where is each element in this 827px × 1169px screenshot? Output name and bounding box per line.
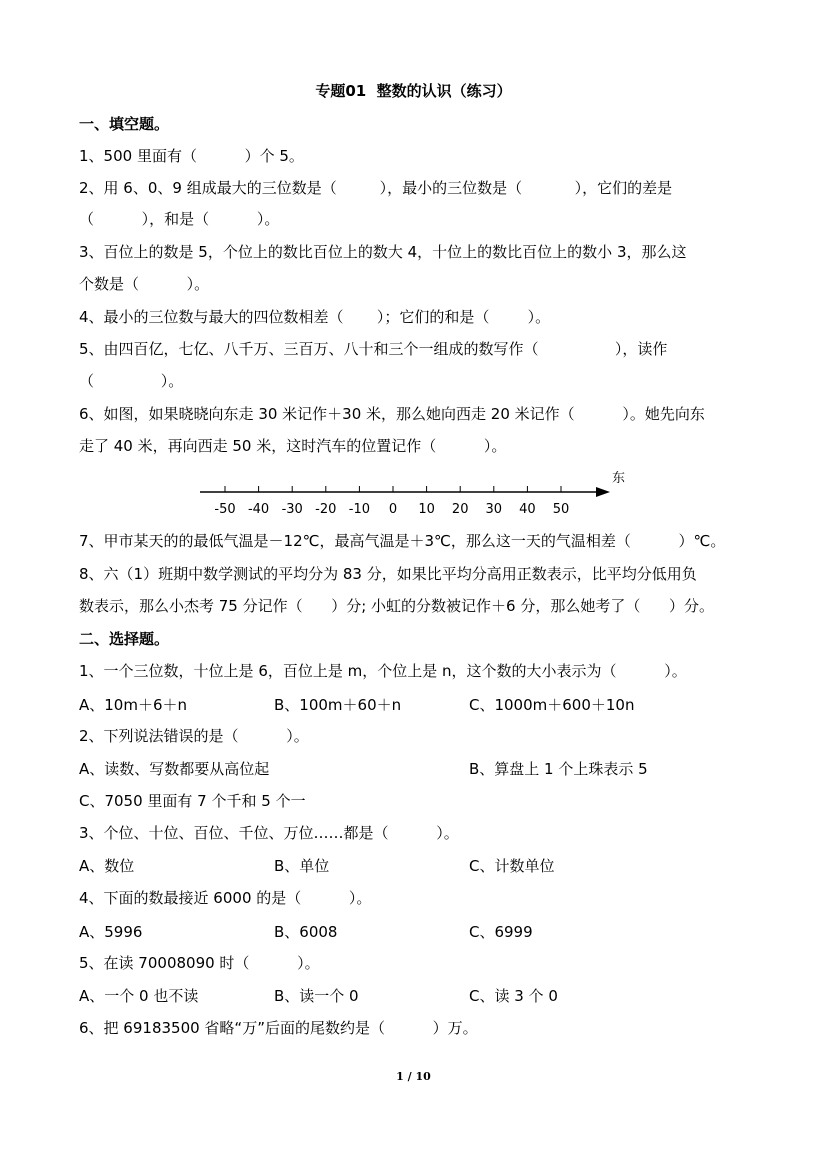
question-line: 8、六（1）班期中数学测试的平均分为 83 分，如果比平均分高用正数表示，比平均分低用负 [79, 565, 697, 583]
tick-label: 40 [519, 502, 536, 517]
direction-label-east: 东 [612, 471, 626, 486]
question-line: 5、由四百亿，七亿、八千万、三百万、八十和三个一组成的数写作（ ），读作 [79, 340, 668, 358]
option-c: C、计数单位 [469, 857, 555, 875]
tick-label: 0 [388, 502, 398, 517]
option-b: B、单位 [274, 857, 330, 875]
tick-label: -20 [315, 502, 337, 517]
number-line-arrow [596, 487, 610, 497]
page-number: 1 / 10 [396, 1070, 431, 1083]
question-line: （ ），和是（ ）。 [79, 210, 280, 228]
question-line: （ ）。 [79, 372, 184, 390]
option-b: B、读一个 0 [274, 987, 359, 1005]
question-line: 1、500 里面有（ ）个 5。 [79, 147, 304, 165]
question-line: 走了 40 米，再向西走 50 米，这时汽车的位置记作（ ）。 [79, 437, 507, 455]
choice-question-stem: 3、个位、十位、百位、千位、万位……都是（ ）。 [79, 824, 459, 842]
question-line: 6、如图，如果晓晓向东走 30 米记作＋30 米，那么她向西走 20 米记作（ ）。她先向东 [79, 405, 705, 423]
question-line: 3、百位上的数是 5，个位上的数比百位上的数大 4，十位上的数比百位上的数小 3，那么这 [79, 243, 687, 261]
tick-label: 20 [451, 502, 469, 517]
choice-question-stem: 4、下面的数最接近 6000 的是（ ）。 [79, 889, 372, 907]
tick-label: -40 [247, 502, 270, 517]
option-c: C、7050 里面有 7 个千和 5 个一 [79, 792, 306, 810]
question-line: 7、甲市某天的的最低气温是－12℃，最高气温是＋3℃，那么这一天的气温相差（ ）℃。 [79, 532, 726, 550]
tick-label: -10 [348, 502, 371, 517]
choice-question-stem: 2、下列说法错误的是（ ）。 [79, 727, 309, 745]
option-a: A、数位 [79, 857, 135, 875]
option-b: B、算盘上 1 个上珠表示 5 [469, 760, 648, 778]
tick-label: 50 [552, 502, 570, 517]
option-c: C、6999 [469, 923, 533, 941]
option-a: A、一个 0 也不读 [79, 987, 199, 1005]
option-a: A、5996 [79, 923, 143, 941]
choice-question-stem: 1、一个三位数，十位上是 6，百位上是 m，个位上是 n，这个数的大小表示为（ ）。 [79, 662, 687, 680]
question-line: 2、用 6、0、9 组成最大的三位数是（ ），最小的三位数是（ ），它们的差是 [79, 179, 673, 197]
tick-label: -50 [214, 502, 236, 517]
question-line: 4、最小的三位数与最大的四位数相差（ ）；它们的和是（ ）。 [79, 308, 551, 326]
option-c: C、读 3 个 0 [469, 987, 558, 1005]
number-line [190, 462, 650, 522]
section-heading-choice: 二、选择题。 [79, 630, 170, 648]
option-b: B、100m＋60＋n [274, 696, 402, 714]
option-a: A、读数、写数都要从高位起 [79, 760, 270, 778]
page-title: 专题01 整数的认识（练习） [315, 82, 512, 100]
question-line: 个数是（ ）。 [79, 275, 210, 293]
question-line: 数表示，那么小杰考 75 分记作（ ）分; 小虹的分数被记作＋6 分，那么她考了（ ）分。 [79, 597, 714, 615]
tick-label: 30 [485, 502, 503, 517]
choice-question-stem: 5、在读 70008090 时（ ）。 [79, 954, 320, 972]
option-b: B、6008 [274, 923, 338, 941]
option-a: A、10m＋6＋n [79, 696, 188, 714]
option-c: C、1000m＋600＋10n [469, 696, 635, 714]
choice-question-stem: 6、把 69183500 省略“万”后面的尾数约是（ ）万。 [79, 1019, 478, 1037]
tick-label: 10 [418, 502, 435, 517]
tick-label: -30 [281, 502, 303, 517]
section-heading-fill-blank: 一、填空题。 [79, 115, 170, 133]
